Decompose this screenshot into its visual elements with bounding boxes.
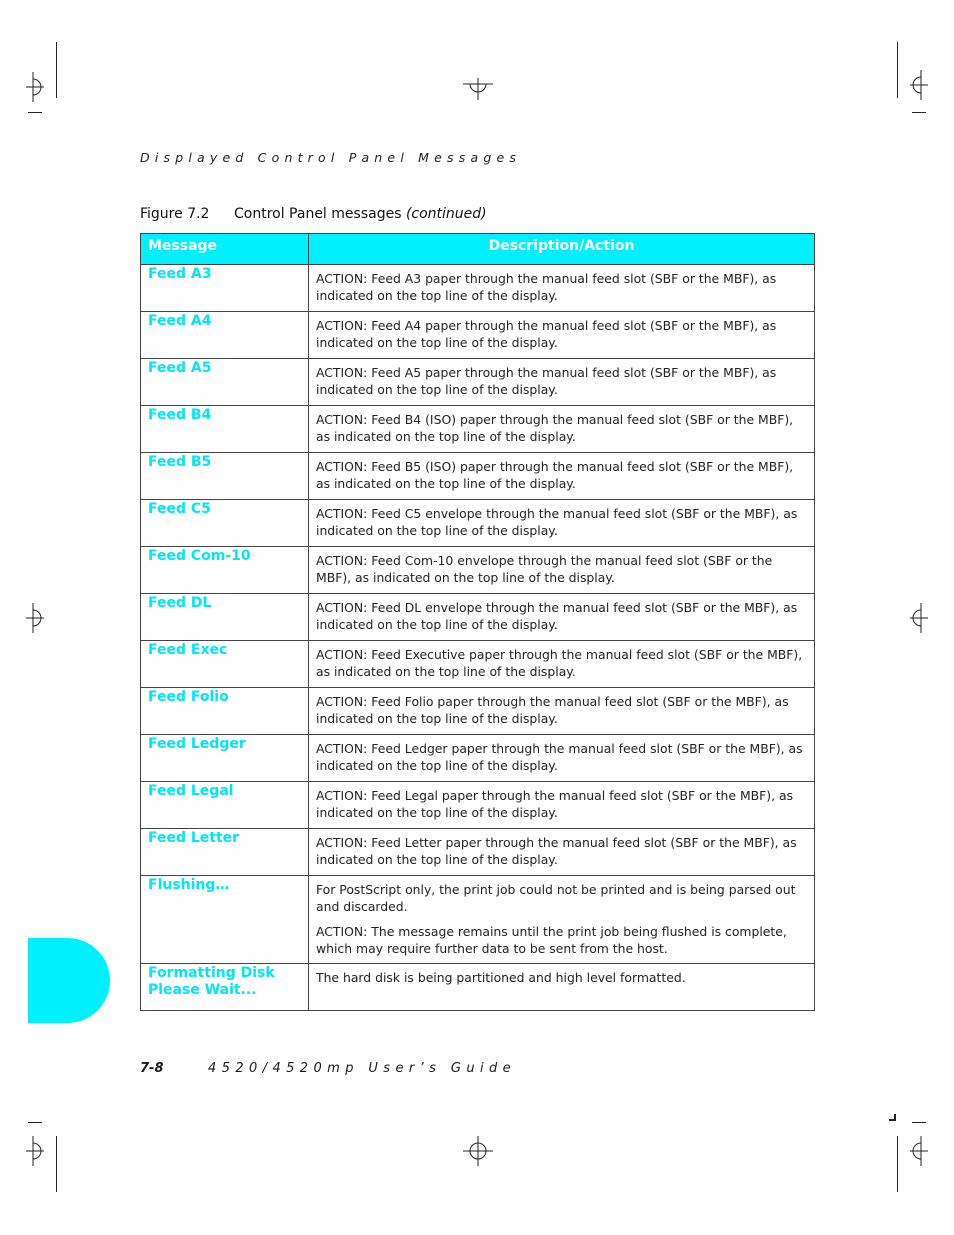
message-cell xyxy=(141,964,309,1011)
table-row xyxy=(141,829,815,876)
figure-title: Control Panel messages xyxy=(234,206,402,222)
description-text: ACTION: Feed Executive paper through the manual feed slot (SBF or the MBF), as indicated on the top line of the display. xyxy=(316,647,803,679)
description-cell xyxy=(309,406,815,453)
description-cell xyxy=(309,359,815,406)
message-cell xyxy=(141,265,309,312)
message-name: Feed C5 xyxy=(148,501,211,517)
table-row xyxy=(141,964,815,1011)
message-name: Feed Legal xyxy=(148,783,234,799)
crop-mark-top-left xyxy=(56,42,57,98)
table-body xyxy=(141,265,815,1011)
description-cell xyxy=(309,500,815,547)
message-name: Feed DL xyxy=(148,595,212,611)
description-text: The hard disk is being partitioned and high level formatted. xyxy=(316,970,686,985)
message-name: Formatting Disk xyxy=(148,965,275,981)
messages-table xyxy=(140,233,815,1011)
registration-mark-left-bottom xyxy=(26,1136,44,1166)
description-text: ACTION: Feed DL envelope through the manual feed slot (SBF or the MBF), as indicated on the top line of the display. xyxy=(316,600,798,632)
message-name: Feed Folio xyxy=(148,689,229,705)
table-row xyxy=(141,500,815,547)
message-name: Feed Ledger xyxy=(148,736,246,752)
description-text: ACTION: Feed Legal paper through the manual feed slot (SBF or the MBF), as indicated on the top line of the display. xyxy=(316,788,794,820)
description-cell xyxy=(309,876,815,964)
description-text: For PostScript only, the print job could not be printed and is being parsed out and discarded. xyxy=(316,882,796,914)
message-cell xyxy=(141,406,309,453)
message-cell xyxy=(141,453,309,500)
message-cell xyxy=(141,641,309,688)
registration-mark-left-top xyxy=(26,72,44,102)
crop-mark-top-right-h xyxy=(912,112,926,113)
message-name: Flushing… xyxy=(148,877,230,893)
footer-title: 4520/4520mp User’s Guide xyxy=(208,1061,517,1076)
registration-mark-right-middle xyxy=(910,603,928,633)
figure-caption xyxy=(140,206,487,222)
description-text: ACTION: Feed A3 paper through the manual feed slot (SBF or the MBF), as indicated on the top line of the display. xyxy=(316,271,777,303)
message-cell xyxy=(141,688,309,735)
message-cell xyxy=(141,735,309,782)
message-name: Feed A4 xyxy=(148,313,212,329)
crop-mark-bottom-right xyxy=(897,1136,898,1192)
description-cell xyxy=(309,453,815,500)
description-cell xyxy=(309,594,815,641)
crop-mark-top-left-h xyxy=(28,112,42,113)
description-cell xyxy=(309,964,815,1011)
page-number: 7-8 xyxy=(140,1061,164,1076)
description-cell xyxy=(309,641,815,688)
message-name: Feed Com-10 xyxy=(148,548,251,564)
message-cell xyxy=(141,312,309,359)
description-text: ACTION: Feed A4 paper through the manual feed slot (SBF or the MBF), as indicated on the top line of the display. xyxy=(316,318,777,350)
figure-note: (continued) xyxy=(405,206,487,222)
description-text: ACTION: Feed Letter paper through the manual feed slot (SBF or the MBF), as indicated on the top line of the display. xyxy=(316,835,797,867)
message-name: Feed A3 xyxy=(148,266,212,282)
description-text: ACTION: Feed C5 envelope through the manual feed slot (SBF or the MBF), as indicated on the top line of the display. xyxy=(316,506,798,538)
message-name: Feed A5 xyxy=(148,360,212,376)
description-cell xyxy=(309,265,815,312)
table-row xyxy=(141,265,815,312)
running-head: Displayed Control Panel Messages xyxy=(140,150,522,165)
registration-mark-right-bottom xyxy=(910,1136,928,1166)
description-text: ACTION: Feed Com-10 envelope through the manual feed slot (SBF or the MBF), as indicated on the top line of the display. xyxy=(316,553,773,585)
crop-mark-top-right xyxy=(897,42,898,98)
description-text: ACTION: Feed Ledger paper through the manual feed slot (SBF or the MBF), as indicated on the top line of the display. xyxy=(316,741,803,773)
message-cell xyxy=(141,359,309,406)
message-cell xyxy=(141,594,309,641)
description-cell xyxy=(309,688,815,735)
column-header-message: Message xyxy=(141,234,309,265)
description-cell xyxy=(309,547,815,594)
message-cell xyxy=(141,782,309,829)
description-cell xyxy=(309,782,815,829)
figure-number: Figure 7.2 xyxy=(140,206,210,222)
table-row xyxy=(141,359,815,406)
message-cell xyxy=(141,547,309,594)
description-cell xyxy=(309,312,815,359)
message-name: Feed B4 xyxy=(148,407,212,423)
table-row xyxy=(141,453,815,500)
message-cell xyxy=(141,876,309,964)
corner-tick-h xyxy=(889,1119,896,1121)
table-row xyxy=(141,688,815,735)
description-text: ACTION: Feed B4 (ISO) paper through the manual feed slot (SBF or the MBF), as indicated on the top line of the display. xyxy=(316,412,794,444)
description-text: ACTION: The message remains until the print job being flushed is complete, which may require further data to be sent from the host. xyxy=(316,924,787,956)
table-row xyxy=(141,876,815,964)
table-row xyxy=(141,547,815,594)
table-row xyxy=(141,735,815,782)
message-name: Please Wait... xyxy=(148,982,257,998)
chapter-tab-marker xyxy=(28,938,110,1023)
table-row xyxy=(141,406,815,453)
page-footer xyxy=(140,1061,516,1076)
registration-mark-left-middle xyxy=(26,603,44,633)
table-header-row xyxy=(141,234,815,265)
table-row xyxy=(141,594,815,641)
message-name: Feed B5 xyxy=(148,454,212,470)
description-text: ACTION: Feed A5 paper through the manual feed slot (SBF or the MBF), as indicated on the top line of the display. xyxy=(316,365,777,397)
message-cell xyxy=(141,829,309,876)
registration-mark-bottom-center xyxy=(463,1136,493,1166)
crop-mark-bottom-left-h xyxy=(28,1122,42,1123)
description-cell xyxy=(309,829,815,876)
description-cell xyxy=(309,735,815,782)
registration-mark-top-center xyxy=(463,78,493,100)
table-row xyxy=(141,641,815,688)
message-name: Feed Exec xyxy=(148,642,228,658)
table-row xyxy=(141,312,815,359)
column-header-description: Description/Action xyxy=(309,234,815,265)
description-text: ACTION: Feed Folio paper through the manual feed slot (SBF or the MBF), as indicated on the top line of the display. xyxy=(316,694,789,726)
crop-mark-bottom-right-h xyxy=(912,1122,926,1123)
table-row xyxy=(141,782,815,829)
message-cell xyxy=(141,500,309,547)
description-text: ACTION: Feed B5 (ISO) paper through the manual feed slot (SBF or the MBF), as indicated on the top line of the display. xyxy=(316,459,794,491)
message-name: Feed Letter xyxy=(148,830,240,846)
registration-mark-right-top xyxy=(910,70,928,100)
crop-mark-bottom-left xyxy=(56,1136,57,1192)
